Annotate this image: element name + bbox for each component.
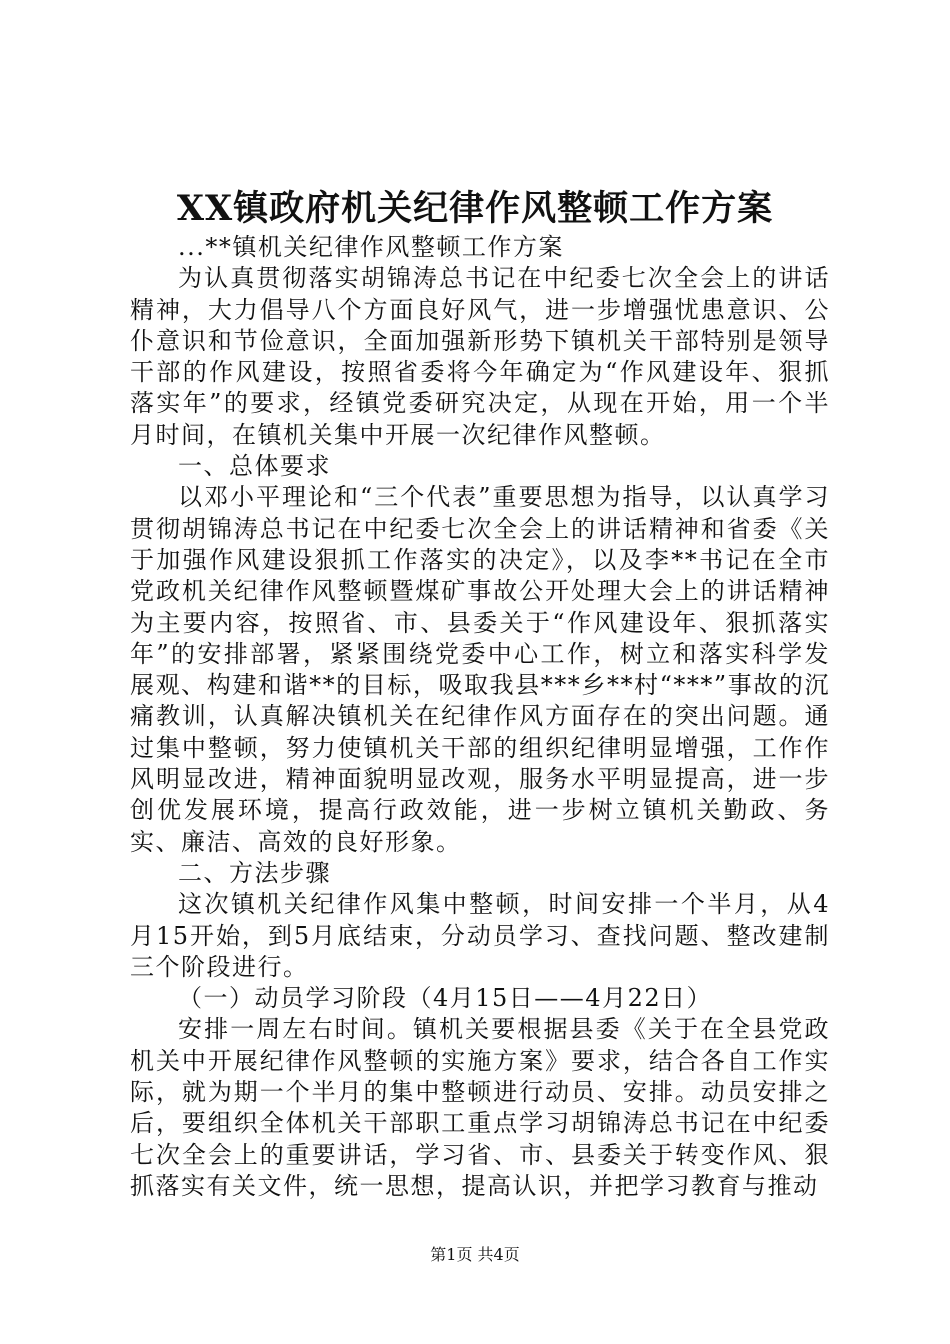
subsection-heading-mobilization: （一）动员学习阶段（4月15日——4月22日） bbox=[178, 984, 713, 1013]
paragraph-subtitle: ...**镇机关纪律作风整顿工作方案 bbox=[178, 233, 564, 261]
page-footer: 第1页 共4页 bbox=[430, 1245, 520, 1264]
paragraph-mobilization: 安排一周左右时间。镇机关要根据县委《关于在全县党政机关中开展纪律作风整顿的实施方案》要求，结合各自工作实际，就为期一个半月的集中整顿进行动员、安排。动员安排之后，要组织全体机关干部职工重点学习胡锦涛总书记在中纪委七次全会上的重要讲话，学习省、市、县委关于转变作风、狠抓落实有关文件，统一思想，提高认识，并把学习教育与推动 bbox=[130, 1015, 830, 1200]
paragraph-intro: 为认真贯彻落实胡锦涛总书记在中纪委七次全会上的讲话精神，大力倡导八个方面良好风气，进一步增强忧患意识、公仆意识和节俭意识，全面加强新形势下镇机关干部特别是领导干部的作风建设，按照省委将今年确定为“作风建设年、狠抓落实年”的要求，经镇党委研究决定，从现在开始，用一个半月时间，在镇机关集中开展一次纪律作风整顿。 bbox=[130, 264, 830, 449]
document-body bbox=[130, 232, 830, 1202]
section-heading-general-requirements: 一、总体要求 bbox=[178, 452, 331, 481]
document-title: XX镇政府机关纪律作风整顿工作方案 bbox=[176, 188, 774, 229]
paragraph-general-requirements: 以邓小平理论和“三个代表”重要思想为指导，以认真学习贯彻胡锦涛总书记在中纪委七次全会上的讲话精神和省委《关于加强作风建设狠抓工作落实的决定》，以及李**书记在全市党政机关纪律作风整顿暨煤矿事故公开处理大会上的讲话精神为主要内容，按照省、市、县委关于“作风建设年、狠抓落实年”的安排部署，紧紧围绕党委中心工作，树立和落实科学发展观、构建和谐**的目标，吸取我县***乡**村“***”事故的沉痛教训，认真解决镇机关在纪律作风方面存在的突出问题。通过集中整顿，努力使镇机关干部的组织纪律明显增强，工作作风明显改进，精神面貌明显改观，服务水平明显提高，进一步创优发展环境，提高行政效能，进一步树立镇机关勤政、务实、廉洁、高效的良好形象。 bbox=[130, 483, 830, 856]
paragraph-method-steps: 这次镇机关纪律作风集中整顿，时间安排一个半月，从4月15开始，到5月底结束，分动员学习、查找问题、整改建制三个阶段进行。 bbox=[130, 890, 830, 981]
section-heading-method-steps: 二、方法步骤 bbox=[178, 858, 331, 887]
